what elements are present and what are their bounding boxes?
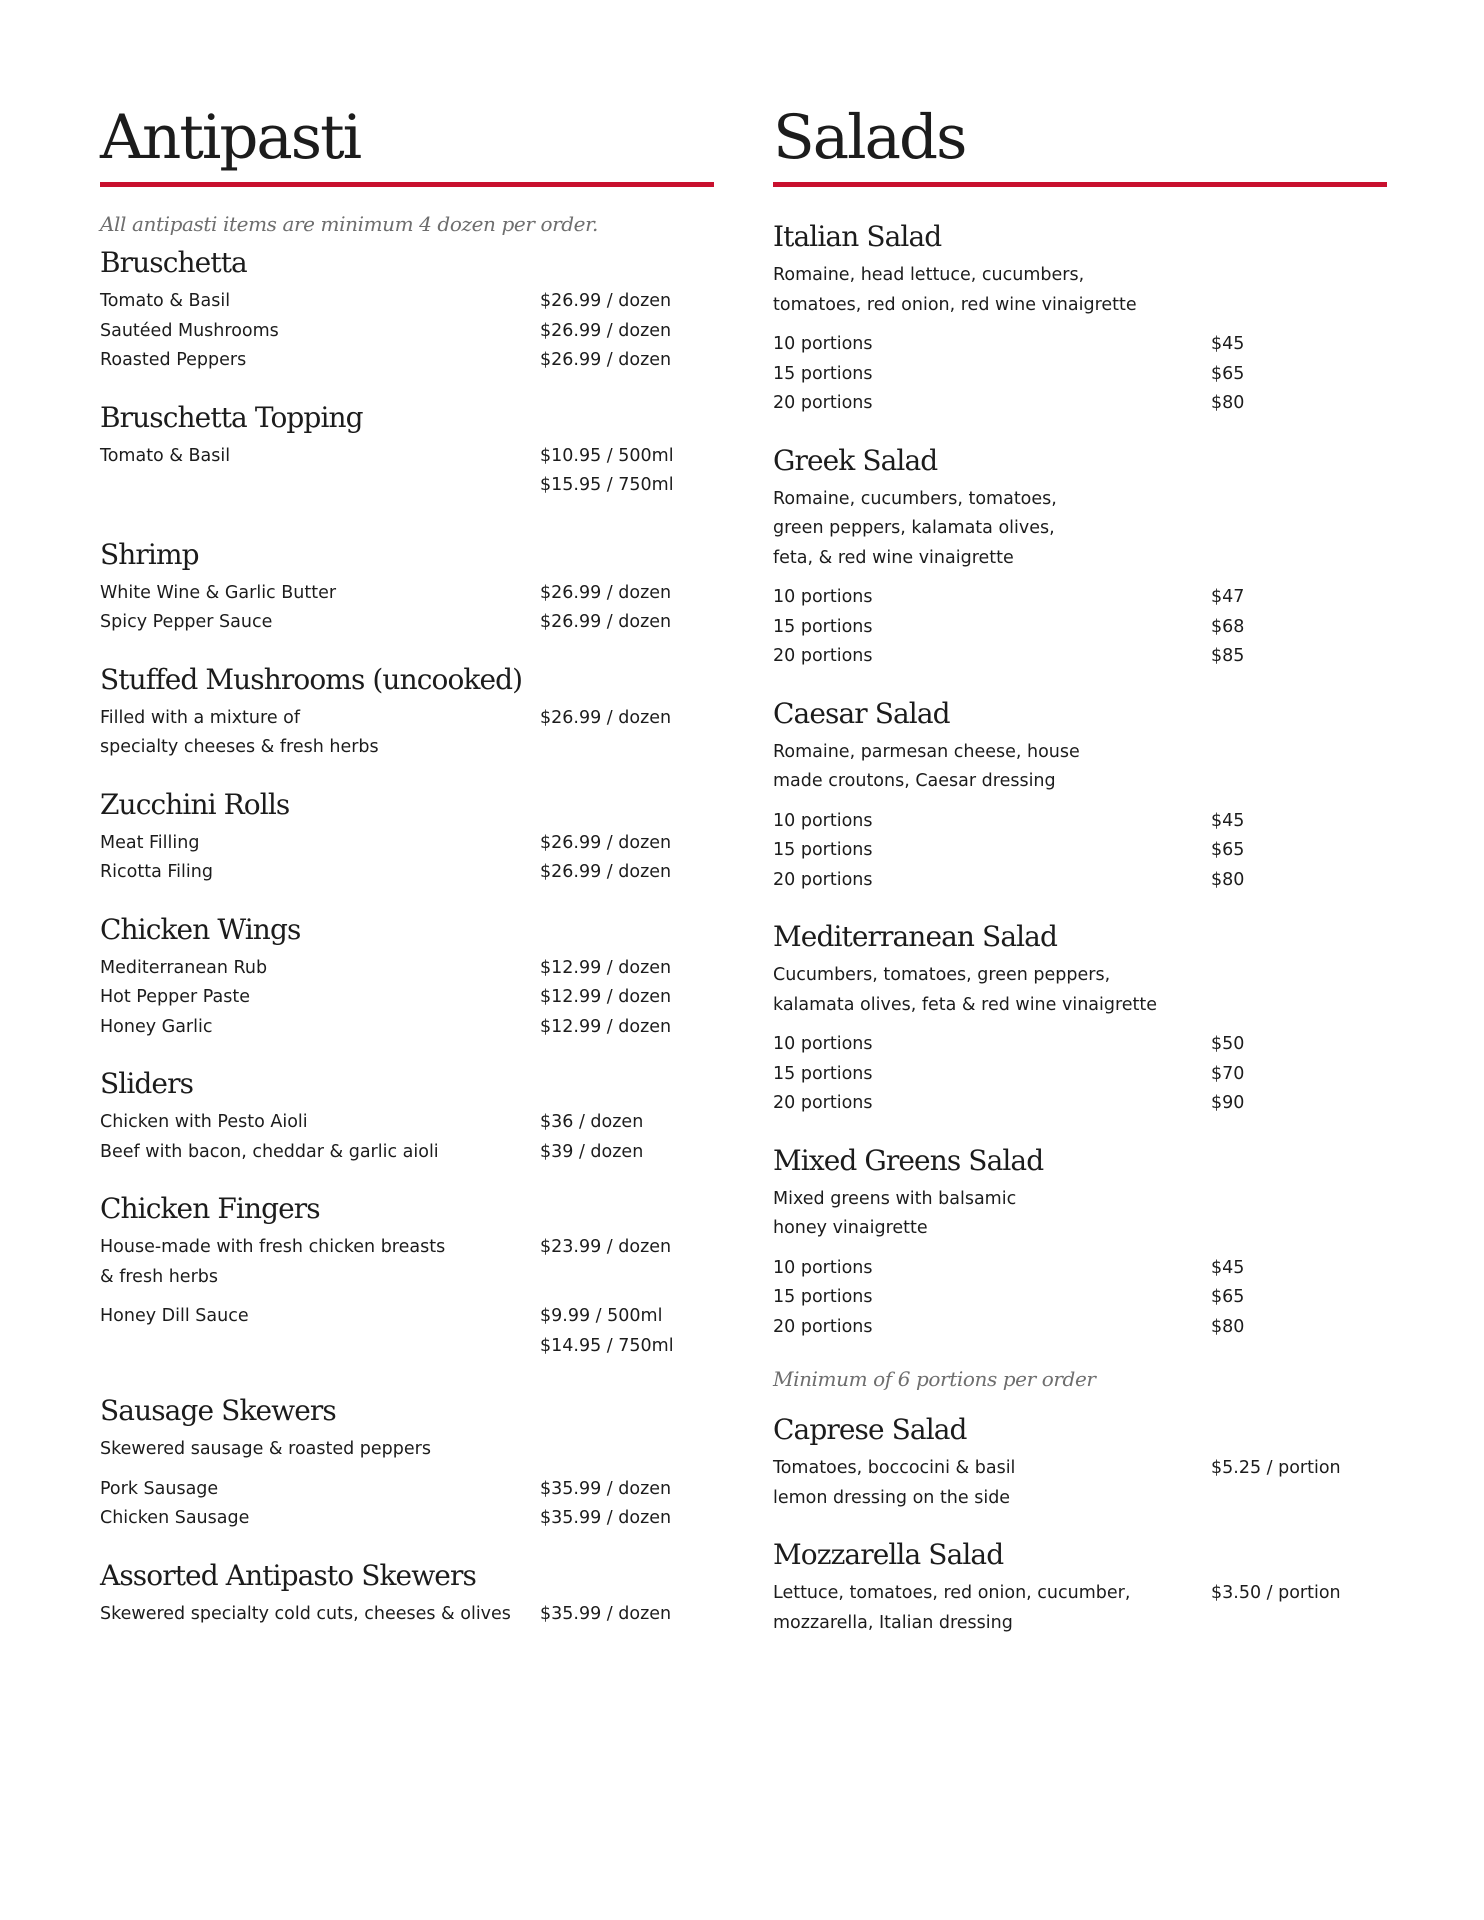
menu-item-sliders — [100, 1064, 714, 1167]
row-price: $47 — [1211, 587, 1245, 607]
menu-item-italian-salad — [773, 217, 1387, 419]
row-price: $39 / dozen — [540, 1141, 644, 1162]
price-row — [100, 1013, 714, 1043]
row-price: $9.99 / 500ml — [540, 1306, 663, 1326]
price-row — [773, 613, 1387, 643]
item-title: Caprese Salad — [773, 1413, 967, 1446]
item-title: Chicken Wings — [100, 912, 301, 946]
description-line: Romaine, head lettuce, cucumbers, — [773, 265, 1085, 285]
item-title: Assorted Antipasto Skewers — [100, 1558, 476, 1592]
price-row — [773, 389, 1387, 419]
price-row — [773, 1089, 1387, 1119]
price-row — [773, 583, 1387, 613]
price-row — [773, 866, 1387, 896]
row-label: Sautéed Mushrooms — [100, 320, 279, 341]
row-label: lemon dressing on the side — [773, 1487, 1011, 1508]
row-price: $26.99 / dozen — [540, 582, 672, 603]
row-label: Tomato & Basil — [100, 291, 231, 311]
row-label: Ricotta Filing — [100, 862, 213, 882]
menu-item-greek-salad — [773, 441, 1387, 672]
salads-heading: Salads — [773, 102, 1387, 187]
row-label: Tomatoes, boccocini & basil — [773, 1458, 1016, 1478]
row-label: Spicy Pepper Sauce — [100, 612, 273, 632]
row-label: House-made with fresh chicken breasts — [100, 1237, 446, 1257]
row-label: 15 portions — [773, 616, 873, 637]
row-price: $70 — [1211, 1063, 1245, 1084]
row-price: $12.99 / dozen — [540, 987, 672, 1007]
row-price: $15.95 / 750ml — [540, 475, 674, 495]
price-row — [100, 346, 714, 376]
antipasti-column — [100, 102, 714, 1629]
row-label: Skewered specialty cold cuts, cheeses & olives — [100, 1603, 511, 1624]
row-label: Pork Sausage — [100, 1478, 219, 1499]
price-row — [100, 1504, 714, 1534]
row-label: 10 portions — [773, 1257, 873, 1278]
price-row — [100, 954, 714, 984]
item-title: Mozzarella Salad — [773, 1538, 1004, 1571]
price-row — [773, 836, 1387, 866]
row-label: Filled with a mixture of — [100, 707, 301, 728]
row-price: $26.99 / dozen — [540, 707, 672, 728]
row-label: Mediterranean Rub — [100, 957, 268, 978]
price-row — [100, 442, 714, 472]
description-line — [773, 1484, 1387, 1514]
menu-item-shrimp — [100, 535, 714, 638]
row-price: $80 — [1211, 1316, 1245, 1337]
menu-item-caesar-salad — [773, 694, 1387, 896]
row-price: $5.25 / portion — [1211, 1458, 1341, 1478]
item-title: Mediterranean Salad — [773, 920, 1057, 953]
menu-item-mozzarella-salad — [773, 1535, 1387, 1638]
menu-item-caprese-salad — [773, 1410, 1387, 1513]
menu-item-chicken-wings — [100, 910, 714, 1043]
price-row — [100, 287, 714, 317]
row-price: $12.99 / dozen — [540, 1016, 672, 1037]
price-row — [773, 642, 1387, 672]
price-row — [773, 1313, 1387, 1343]
item-title: Bruschetta — [100, 246, 247, 279]
price-row — [100, 1138, 714, 1168]
price-row — [100, 858, 714, 888]
row-price: $26.99 / dozen — [540, 291, 672, 311]
row-label: Chicken Sausage — [100, 1508, 250, 1528]
row-price: $65 — [1211, 363, 1245, 384]
item-title: Greek Salad — [773, 443, 938, 477]
item-description — [773, 1185, 1387, 1244]
price-row — [100, 608, 714, 638]
row-price: $45 — [1211, 810, 1245, 831]
row-label: Roasted Peppers — [100, 350, 247, 370]
price-row — [773, 1579, 1387, 1609]
row-label: Tomato & Basil — [100, 445, 231, 466]
description-line: Cucumbers, tomatoes, green peppers, — [773, 965, 1111, 985]
price-row — [773, 1254, 1387, 1284]
row-price: $45 — [1211, 334, 1245, 354]
row-price: $3.50 / portion — [1211, 1583, 1341, 1603]
menu-item-sausage-skewers — [100, 1391, 714, 1534]
price-row — [773, 1283, 1387, 1313]
row-label: Beef with bacon, cheddar & garlic aioli — [100, 1141, 439, 1162]
menu-item-chicken-fingers — [100, 1189, 714, 1361]
item-description: Skewered sausage & roasted peppers — [100, 1439, 431, 1459]
description-line: Mixed greens with balsamic — [773, 1188, 1017, 1209]
row-price: $36 / dozen — [540, 1112, 644, 1132]
description-line: feta, & red wine vinaigrette — [773, 547, 1014, 568]
row-label: 20 portions — [773, 646, 873, 666]
price-row — [100, 1233, 714, 1263]
menu-item-bruschetta — [100, 243, 714, 376]
price-row — [773, 330, 1387, 360]
row-price: $26.99 / dozen — [540, 832, 672, 853]
row-label: 15 portions — [773, 1287, 873, 1307]
row-price: $35.99 / dozen — [540, 1478, 672, 1499]
description-line: tomatoes, red onion, red wine vinaigrette — [773, 294, 1137, 315]
row-label: 15 portions — [773, 363, 873, 384]
description-line — [773, 1609, 1387, 1639]
row-price: $90 — [1211, 1093, 1245, 1113]
description-line: Romaine, cucumbers, tomatoes, — [773, 488, 1057, 509]
row-label: Honey Garlic — [100, 1016, 213, 1037]
salads-minimum-note: Minimum of 6 portions per order — [773, 1367, 1096, 1391]
row-label: 10 portions — [773, 334, 873, 354]
row-price: $35.99 / dozen — [540, 1508, 672, 1528]
row-label: 20 portions — [773, 1316, 873, 1337]
row-price: $26.99 / dozen — [540, 350, 672, 370]
price-row — [100, 704, 714, 734]
row-price: $45 — [1211, 1257, 1245, 1278]
row-price: $26.99 / dozen — [540, 320, 672, 341]
row-label: 20 portions — [773, 869, 873, 890]
description-line: kalamata olives, feta & red wine vinaigrette — [773, 994, 1158, 1015]
row-label: 10 portions — [773, 1034, 873, 1054]
item-description — [773, 261, 1387, 320]
price-row — [773, 807, 1387, 837]
price-row — [100, 579, 714, 609]
item-title: Mixed Greens Salad — [773, 1143, 1044, 1177]
row-price: $23.99 / dozen — [540, 1237, 672, 1257]
price-row — [773, 1030, 1387, 1060]
item-description — [773, 961, 1387, 1020]
row-price: $10.95 / 500ml — [540, 445, 674, 466]
menu-item-zucchini-rolls — [100, 785, 714, 888]
price-row — [100, 1108, 714, 1138]
salads-column — [773, 102, 1387, 1638]
price-row — [773, 1454, 1387, 1484]
price-row — [100, 471, 714, 501]
row-price: $35.99 / dozen — [540, 1603, 672, 1624]
row-label: Lettuce, tomatoes, red onion, cucumber, — [773, 1583, 1131, 1603]
row-price: $65 — [1211, 840, 1245, 860]
item-title: Italian Salad — [773, 220, 942, 253]
menu-item-mixed-greens-salad — [773, 1141, 1387, 1343]
price-row — [100, 317, 714, 347]
row-label: White Wine & Garlic Butter — [100, 582, 337, 603]
price-row — [100, 983, 714, 1013]
item-title: Sliders — [100, 1067, 194, 1100]
description-line — [100, 1263, 714, 1293]
row-label: 15 portions — [773, 840, 873, 860]
description-line: made croutons, Caesar dressing — [773, 771, 1056, 791]
menu-item-stuffed-mushrooms — [100, 660, 714, 763]
item-title: Zucchini Rolls — [100, 787, 290, 821]
item-title: Chicken Fingers — [100, 1192, 320, 1225]
description-line — [100, 733, 714, 763]
row-price: $65 — [1211, 1287, 1245, 1307]
row-label: mozzarella, Italian dressing — [773, 1612, 1013, 1633]
price-row — [100, 829, 714, 859]
price-row — [100, 1475, 714, 1505]
price-row — [100, 1600, 714, 1630]
row-label: 20 portions — [773, 393, 873, 413]
row-price: $80 — [1211, 869, 1245, 890]
price-row — [773, 1060, 1387, 1090]
item-title: Caesar Salad — [773, 696, 950, 730]
row-price: $80 — [1211, 393, 1245, 413]
row-label: 10 portions — [773, 810, 873, 831]
menu-item-antipasto-skewers — [100, 1556, 714, 1630]
item-title: Stuffed Mushrooms (uncooked) — [100, 662, 523, 696]
item-description — [773, 738, 1387, 797]
row-label: 10 portions — [773, 587, 873, 607]
item-title: Sausage Skewers — [100, 1394, 336, 1427]
row-price: $50 — [1211, 1034, 1245, 1054]
antipasti-minimum-note: All antipasti items are minimum 4 dozen per order. — [100, 212, 599, 236]
price-row — [100, 1302, 714, 1332]
salad-list — [773, 217, 1387, 1638]
antipasti-heading: Antipasti — [100, 102, 714, 187]
item-title: Shrimp — [100, 537, 199, 571]
row-label: Chicken with Pesto Aioli — [100, 1112, 308, 1132]
row-price: $85 — [1211, 646, 1245, 666]
description-line: green peppers, kalamata olives, — [773, 518, 1055, 538]
row-label: 20 portions — [773, 1093, 873, 1113]
item-title: Bruschetta Topping — [100, 400, 363, 434]
row-price: $14.95 / 750ml — [540, 1335, 674, 1356]
item-description — [773, 485, 1387, 574]
row-label: Hot Pepper Paste — [100, 987, 250, 1007]
description-line: honey vinaigrette — [773, 1218, 928, 1238]
menu-item-mediterranean-salad — [773, 917, 1387, 1119]
row-label: Meat Filling — [100, 832, 200, 853]
row-price: $12.99 / dozen — [540, 957, 672, 978]
price-row — [773, 360, 1387, 390]
menu-item-bruschetta-topping — [100, 398, 714, 501]
row-label: 15 portions — [773, 1063, 873, 1084]
row-price: $26.99 / dozen — [540, 862, 672, 882]
row-price: $26.99 / dozen — [540, 612, 672, 632]
row-label: specialty cheeses & fresh herbs — [100, 737, 379, 757]
price-row — [100, 1332, 714, 1362]
row-price: $68 — [1211, 616, 1245, 637]
row-label: Honey Dill Sauce — [100, 1306, 249, 1326]
row-label: & fresh herbs — [100, 1266, 218, 1287]
description-line: Romaine, parmesan cheese, house — [773, 741, 1080, 762]
